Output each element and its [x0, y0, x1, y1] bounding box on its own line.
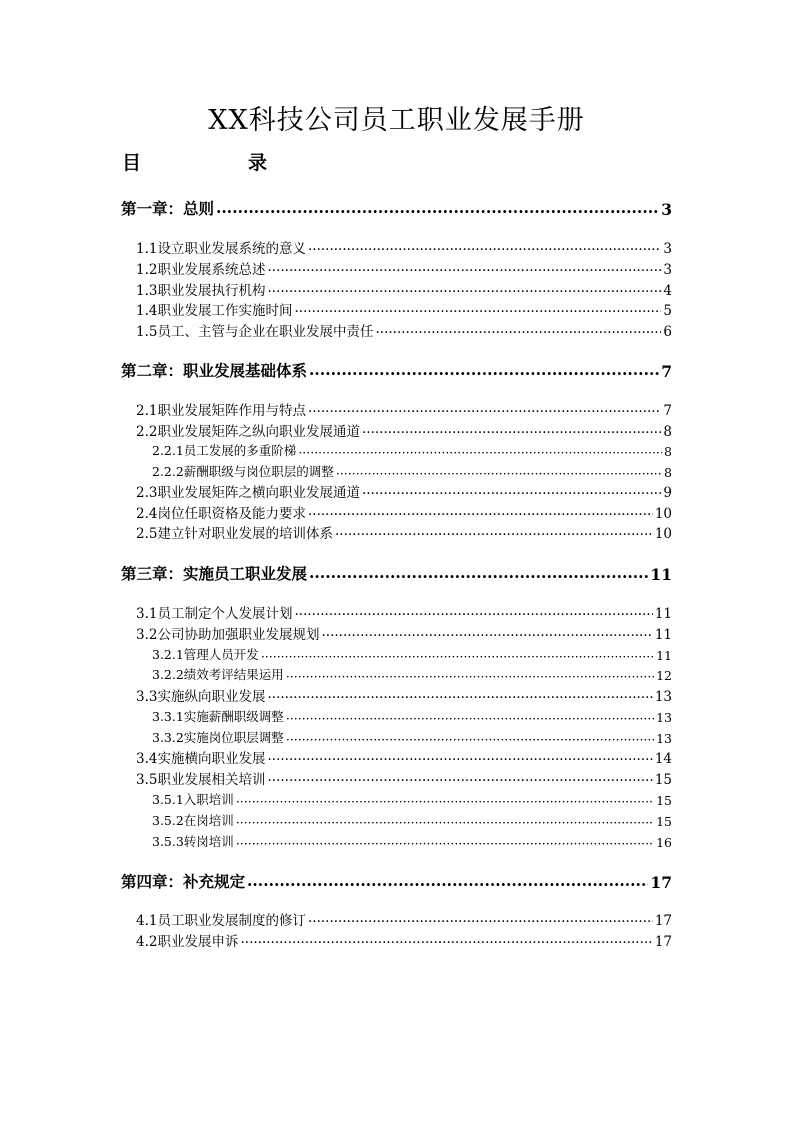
toc-section-entry[interactable]: [152, 462, 672, 480]
toc-leader-dots: [236, 796, 654, 809]
toc-entry-label: 第一章：总则: [121, 199, 215, 218]
toc-leader-dots: [286, 734, 654, 747]
toc-leader-dots: [267, 775, 652, 789]
toc-leader-dots: [336, 468, 662, 481]
toc-section-entry[interactable]: [136, 421, 672, 440]
toc-page-number: 7: [663, 403, 672, 419]
toc-chapter-entry[interactable]: [121, 562, 672, 584]
toc-leader-dots: [261, 651, 654, 664]
toc-page-number: 17: [654, 913, 672, 929]
toc-page-number: 6: [663, 324, 672, 340]
toc-page-number: 9: [663, 485, 672, 501]
toc-leader-dots: [267, 286, 661, 300]
toc-page-number: 3: [663, 241, 672, 257]
toc-page-number: 5: [663, 303, 672, 319]
toc-page-number: 16: [656, 835, 672, 850]
toc-page-number: 7: [661, 362, 672, 381]
toc-entry-label: 2.4岗位任职资格及能力要求: [136, 506, 306, 522]
toc-entry-label: 3.3实施纵向职业发展: [136, 689, 266, 705]
toc-page-number: 3: [663, 262, 672, 278]
toc-leader-dots: [267, 692, 652, 706]
toc-chapter-entry[interactable]: [121, 870, 672, 892]
toc-leader-dots: [335, 529, 653, 543]
toc-section-entry[interactable]: [152, 790, 672, 808]
toc-section-entry[interactable]: [152, 665, 672, 683]
toc-entry-label: 2.2职业发展矩阵之纵向职业发展通道: [136, 424, 360, 440]
toc-leader-dots: [247, 877, 648, 893]
toc-page-number: 11: [650, 565, 672, 584]
toc-leader-dots: [294, 609, 652, 623]
toc-entry-label: 1.1设立职业发展系统的意义: [136, 241, 306, 257]
toc-section-entry[interactable]: [136, 300, 672, 319]
toc-entry-label: 1.2职业发展系统总述: [136, 262, 266, 278]
toc-section-entry[interactable]: [136, 321, 672, 340]
toc-page-number: 10: [654, 526, 672, 542]
toc-entry-label: 2.5建立针对职业发展的培训体系: [136, 526, 333, 542]
toc-leader-dots: [216, 204, 659, 220]
toc-entry-label: 3.1员工制定个人发展计划: [136, 606, 293, 622]
toc-page-number: 13: [656, 731, 672, 746]
toc-entry-label: 3.5.2在岗培训: [152, 813, 234, 828]
toc-entry-label: 3.5.3转岗培训: [152, 834, 234, 849]
toc-page-number: 13: [656, 710, 672, 725]
toc-leader-dots: [267, 754, 652, 768]
toc-page-number: 15: [656, 814, 672, 829]
toc-page-number: 15: [654, 772, 672, 788]
toc-entry-label: 3.4实施横向职业发展: [136, 751, 266, 767]
toc-section-entry[interactable]: [136, 910, 672, 929]
toc-section-entry[interactable]: [152, 728, 672, 746]
toc-leader-dots: [309, 569, 648, 585]
toc-entry-label: 3.5.1入职培训: [152, 792, 234, 807]
toc-leader-dots: [240, 937, 652, 951]
toc-leader-dots: [294, 306, 661, 320]
toc-section-entry[interactable]: [136, 748, 672, 767]
toc-page-number: 17: [650, 873, 672, 892]
toc-leader-dots: [236, 838, 654, 851]
toc-page-number: 13: [654, 689, 672, 705]
toc-leader-dots: [362, 427, 661, 441]
toc-page-number: 12: [656, 668, 672, 683]
toc-entry-label: 3.2公司协助加强职业发展规划: [136, 627, 320, 643]
toc-section-entry[interactable]: [136, 931, 672, 950]
toc-section-entry[interactable]: [152, 645, 672, 663]
toc-section-entry[interactable]: [136, 624, 672, 643]
toc-entry-label: 第三章：实施员工职业发展: [121, 564, 308, 583]
toc-entry-label: 第二章：职业发展基础体系: [121, 361, 308, 380]
toc-section-entry[interactable]: [152, 832, 672, 850]
toc-entry-label: 3.2.1管理人员开发: [152, 647, 259, 662]
toc-page-number: 8: [664, 444, 672, 459]
toc-entry-label: 1.3职业发展执行机构: [136, 283, 266, 299]
toc-section-entry[interactable]: [136, 280, 672, 299]
toc-page-number: 8: [664, 465, 672, 480]
toc-leader-dots: [267, 265, 661, 279]
toc-chapter-entry[interactable]: [121, 197, 672, 219]
toc-leader-dots: [286, 671, 654, 684]
toc-leader-dots: [362, 488, 661, 502]
toc-entry-label: 3.2.2绩效考评结果运用: [152, 667, 284, 682]
toc-page-number: 8: [663, 424, 672, 440]
toc-section-entry[interactable]: [136, 238, 672, 257]
toc-heading-right: 录: [248, 152, 268, 174]
toc-page-number: 14: [654, 751, 672, 767]
toc-section-entry[interactable]: [136, 503, 672, 522]
toc-entry-label: 2.2.2薪酬职级与岗位职层的调整: [152, 464, 334, 479]
toc-leader-dots: [321, 630, 652, 644]
toc-page-number: 3: [661, 200, 672, 219]
toc-leader-dots: [298, 447, 662, 460]
toc-section-entry[interactable]: [136, 769, 672, 788]
toc-section-entry[interactable]: [136, 523, 672, 542]
toc-page-number: 4: [663, 283, 672, 299]
document-title: XX科技公司员工职业发展手册: [208, 105, 585, 136]
toc-page-number: 11: [656, 648, 672, 663]
toc-section-entry[interactable]: [136, 686, 672, 705]
toc-leader-dots: [236, 817, 654, 830]
toc-page-number: 15: [656, 793, 672, 808]
toc-leader-dots: [309, 366, 659, 382]
toc-entry-label: 3.3.2实施岗位职层调整: [152, 730, 284, 745]
toc-entry-label: 3.3.1实施薪酬职级调整: [152, 709, 284, 724]
toc-leader-dots: [308, 509, 653, 523]
toc-section-entry[interactable]: [152, 707, 672, 725]
toc-section-entry[interactable]: [136, 482, 672, 501]
toc-entry-label: 第四章：补充规定: [121, 872, 246, 891]
toc-entry-label: 2.1职业发展矩阵作用与特点: [136, 403, 306, 419]
toc-entry-label: 4.2职业发展申诉: [136, 934, 239, 950]
toc-entry-label: 1.5员工、主管与企业在职业发展中责任: [136, 324, 374, 340]
toc-section-entry[interactable]: [152, 441, 672, 459]
toc-page-number: 10: [654, 506, 672, 522]
toc-entry-label: 4.1员工职业发展制度的修订: [136, 913, 306, 929]
toc-leader-dots: [308, 244, 661, 258]
toc-leader-dots: [286, 713, 654, 726]
toc-section-entry[interactable]: [136, 259, 672, 278]
toc-page-number: 17: [654, 934, 672, 950]
toc-chapter-entry[interactable]: [121, 359, 672, 381]
toc-page-number: 11: [654, 627, 672, 643]
toc-section-entry[interactable]: [136, 400, 672, 419]
toc-section-entry[interactable]: [136, 603, 672, 622]
toc-leader-dots: [308, 916, 653, 930]
toc-entry-label: 1.4职业发展工作实施时间: [136, 303, 293, 319]
toc-section-entry[interactable]: [152, 811, 672, 829]
toc-leader-dots: [375, 327, 661, 341]
toc-page-number: 11: [654, 606, 672, 622]
toc-heading: [122, 148, 267, 175]
toc-leader-dots: [308, 406, 661, 420]
toc-entry-label: 3.5职业发展相关培训: [136, 772, 266, 788]
toc-heading-left: 目: [122, 152, 142, 174]
toc-entry-label: 2.3职业发展矩阵之横向职业发展通道: [136, 485, 360, 501]
toc-entry-label: 2.2.1员工发展的多重阶梯: [152, 443, 297, 458]
